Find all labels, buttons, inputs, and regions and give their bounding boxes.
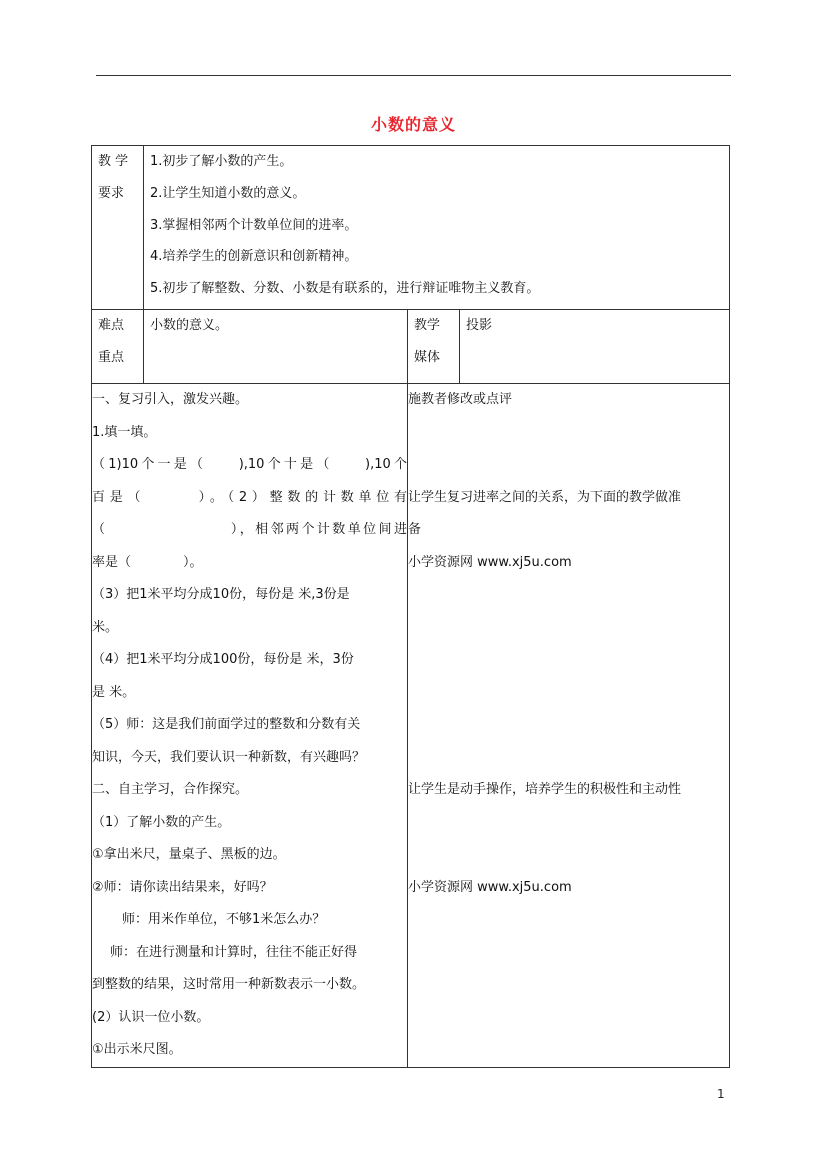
process-line: 师：用米作单位，不够1米怎么办？ (122, 912, 326, 927)
notes-cell (408, 384, 730, 1068)
header-rule (96, 75, 731, 76)
note-text: 让学生复习进率之间的关系，为下面的教学做准 (408, 489, 682, 505)
media-value: 投影 (466, 318, 493, 333)
requirement-item: 5.初步了解整数、分数、小数是有联系的，进行辩证唯物主义教育。 (150, 281, 540, 297)
page-title: 小数的意义 (370, 115, 456, 134)
keypoints-label-line2: 重点 (98, 349, 125, 365)
note-text: 让学生是动手操作，培养学生的积极性和主动性 (408, 782, 682, 797)
process-line: （5）师：这是我们前面学过的整数和分数有关 (92, 717, 361, 732)
process-line: 二、自主学习，合作探究。 (92, 782, 249, 797)
process-line: 知识，今天，我们要认识一种新数，有兴趣吗？ (92, 749, 366, 765)
process-line: ①出示米尺图。 (92, 1042, 182, 1057)
process-line: ②师：请你读出结果来，好吗？ (92, 879, 273, 895)
process-row (92, 384, 730, 1068)
requirement-item: 2.让学生知道小数的意义。 (150, 185, 306, 201)
notes-header: 施教者修改或点评 (408, 392, 513, 407)
media-label-line2: 媒体 (414, 349, 441, 365)
site-watermark-text: 小学资源网 www.xj5u.com (408, 554, 572, 570)
process-line: 率是（ ）。 (92, 554, 203, 570)
process-line: （ ），相邻两个计数单位间进 (92, 522, 407, 537)
process-line: 到整数的结果，这时常用一种新数表示一小数。 (92, 977, 366, 992)
keypoints-label-cell (92, 310, 144, 384)
keypoints-row (92, 310, 730, 384)
process-line: 一、复习引入，激发兴趣。 (92, 392, 249, 407)
process-line: 1.填一填。 (92, 424, 157, 440)
requirements-content (144, 146, 730, 310)
note-text: 备 (408, 522, 422, 537)
process-line: 是 米。 (92, 684, 136, 700)
requirements-label-line1: 教 学 (98, 154, 129, 169)
requirements-label-line2: 要求 (98, 185, 125, 201)
process-cell (92, 384, 408, 1068)
requirement-item: 1.初步了解小数的产生。 (150, 154, 293, 169)
keypoints-label-line1: 难点 (98, 318, 125, 333)
requirements-row (92, 146, 730, 310)
keypoints-value: 小数的意义。 (150, 318, 229, 333)
process-line: （1）了解小数的产生。 (92, 814, 231, 830)
process-line: （3）把1米平均分成10份，每份是 米,3份是 (92, 587, 350, 602)
requirement-item: 4.培养学生的创新意识和创新精神。 (150, 249, 358, 265)
process-line: 师：在进行测量和计算时，往往不能正好得 (110, 944, 358, 960)
process-line: （1)10个一是（ ),10个十是（ ),10个 (92, 457, 407, 472)
media-value-cell (460, 310, 730, 384)
process-line: 百是（ ）。（2）整数的计数单位有 (92, 489, 407, 505)
requirements-label-cell (92, 146, 144, 310)
media-label-line1: 教学 (414, 318, 441, 333)
process-line: 米。 (92, 619, 119, 635)
process-line: (2）认识一位小数。 (92, 1009, 210, 1025)
page-number: 1 (717, 1087, 725, 1101)
site-watermark-text: 小学资源网 www.xj5u.com (408, 879, 572, 895)
requirement-item: 3.掌握相邻两个计数单位间的进率。 (150, 217, 358, 233)
lesson-plan-table (91, 145, 730, 1068)
process-line: （4）把1米平均分成100份，每份是 米，3份 (92, 652, 354, 667)
keypoints-value-cell (144, 310, 408, 384)
process-line: ①拿出米尺，量桌子、黑板的边。 (92, 847, 286, 862)
media-label-cell (408, 310, 460, 384)
